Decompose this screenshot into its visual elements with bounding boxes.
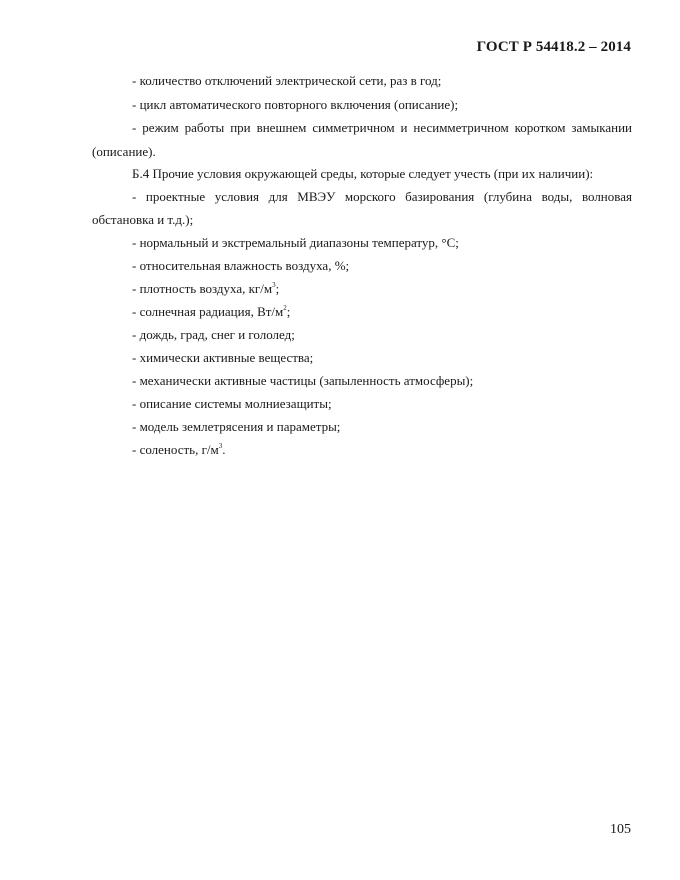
list-item-lightning-protection: - описание системы молниезащиты;: [132, 396, 332, 411]
list-item-short-circuit-continuation: (описание).: [92, 144, 156, 159]
salinity-exponent: 3: [218, 442, 223, 450]
list-item-air-density: [132, 281, 279, 297]
list-item-grid-outages: - количество отключений электрической сети, раз в год;: [132, 73, 442, 88]
solar-text: - солнечная радиация, Вт/м: [132, 304, 284, 319]
salinity-text: - соленость, г/м: [132, 442, 219, 457]
list-item-humidity: - относительная влажность воздуха, %;: [132, 258, 350, 273]
salinity-end: .: [222, 442, 226, 457]
section-heading-b4: Б.4 Прочие условия окружающей среды, которые следует учесть (при их наличии):: [132, 166, 594, 181]
list-item-mechanical-particles: - механически активные частицы (запыленность атмосферы);: [132, 373, 474, 388]
list-item-chemical-substances: - химически активные вещества;: [132, 350, 314, 365]
page-number: 105: [610, 822, 631, 837]
list-item-offshore-continuation: обстановка и т.д.);: [92, 212, 194, 227]
list-item-temperature: - нормальный и экстремальный диапазоны температур, °С;: [132, 235, 459, 250]
list-item-earthquake-model: - модель землетрясения и параметры;: [132, 419, 341, 434]
list-item-salinity: [132, 442, 226, 458]
solar-exponent: 2: [283, 304, 287, 312]
air-density-end: ;: [275, 281, 280, 296]
air-density-text: - плотность воздуха, кг/м: [132, 281, 273, 296]
solar-end: ;: [286, 304, 291, 319]
list-item-solar-radiation: [132, 304, 290, 320]
air-density-exponent: 3: [272, 281, 276, 289]
list-item-offshore-conditions: - проектные условия для МВЭУ морского базирования (глубина воды, волновая: [132, 189, 632, 204]
list-item-short-circuit: - режим работы при внешнем симметричном и несимметричном коротком замыкании: [132, 120, 632, 135]
document-standard-code: ГОСТ Р 54418.2 – 2014: [476, 39, 631, 55]
list-item-precipitation: - дождь, град, снег и гололед;: [132, 327, 295, 342]
list-item-reclosing-cycle: - цикл автоматического повторного включения (описание);: [132, 97, 459, 112]
